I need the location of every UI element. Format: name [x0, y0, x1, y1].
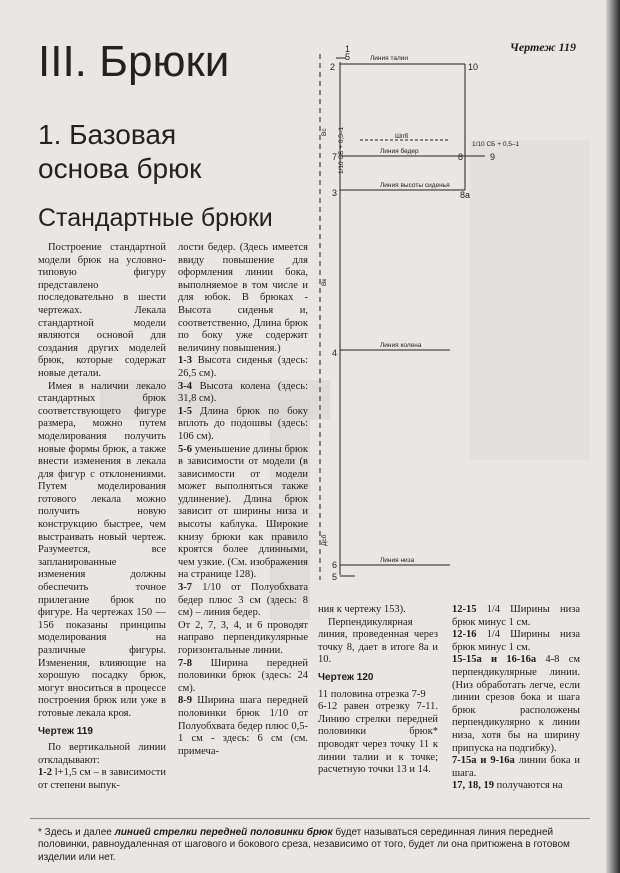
footnote-text: будет называться серединная линия передней половинки, равноудаленная от шагового и бокового среза, независимо от того, будет ли она притюжена в готовом изделии или нет.	[38, 827, 570, 863]
step-label: 12-15	[452, 604, 477, 615]
paragraph: По вертикальной линии откладывают:	[38, 742, 166, 766]
text-column-3	[318, 604, 438, 777]
point-label: 3	[332, 188, 338, 198]
step-text: уменьшение длины брюк в зависимости от модели (в зависимости от модели может выполняться также удлинение). Длина брюк зависит от ширины низа и высоты каблука. Широкие книзу брюки как правило кроятся более длинными, чем узкие. (См. изображения на странице 128).	[178, 443, 308, 581]
paragraph: ния к чертежу 153).	[318, 604, 406, 615]
knee-line-label: Линия колена	[380, 342, 422, 349]
point-labels	[330, 44, 495, 582]
trouser-draft-diagram	[300, 40, 540, 600]
step-text: Ширина шага передней половинки брюк 1/10 от Полуобхвата бедер плюс 0,5-1 см - здесь: 6 см (см. примеча-	[178, 695, 308, 757]
step-label: 7-15а и 9-16а	[452, 755, 515, 767]
step-label: 3-4	[178, 380, 192, 392]
paragraph: лости бедер. (Здесь имеется ввиду повышение для оформления линии бока, выполняемое в том числе и для юбок. В брюках - Высота сиденья и, соответственно, Длина брюк по боку уже содержит величину повышения.)	[178, 242, 308, 354]
seat-line-label: Линия высоты сиденья	[380, 182, 450, 189]
section-title: 1. Базовая основа брюк	[38, 119, 202, 184]
chapter-title: III. Брюки	[38, 37, 230, 86]
footnote-prefix: * Здесь и далее	[38, 827, 115, 838]
footnote-emphasis: линией стрелки передней половинки брюк	[114, 827, 333, 838]
step-label: 8-9	[178, 695, 192, 707]
paragraph: 6-12 равен отрезку 7-11. Линию стрелки передней половинки брюк* проводят через точку 11 к линии талии и к точке; расчетную точки 13 и 14.	[318, 701, 438, 776]
step-text: линии бока и шага.	[452, 755, 580, 779]
step-item	[178, 582, 308, 620]
point-label: 8а	[460, 190, 471, 200]
point-label: 7	[332, 152, 338, 162]
step-item	[178, 355, 308, 380]
step-text: 1/10 от Полуобхвата бедер плюс 3 см (здесь: 8 см) – линия бедер.	[178, 582, 308, 619]
step-item	[178, 406, 308, 444]
step-text: получаются на	[494, 780, 563, 792]
text-column-1	[38, 242, 166, 793]
text-column-2	[178, 242, 308, 758]
point-label: 6	[332, 560, 338, 570]
paragraph: Построение стандартной модели брюк на условно-типовую фигуру представлено последовательно в шести чертежах. Лекала стандартной модели являются основой для создания других моделей брюк, которые содержат новые детали.	[38, 242, 166, 379]
point-label: 5	[332, 572, 338, 582]
figure-heading: Чертеж 120	[318, 671, 374, 683]
paragraph	[38, 767, 166, 792]
waist-line-label: Линия талии	[370, 55, 409, 62]
point-label: 9	[490, 152, 496, 162]
point-label: 4	[332, 348, 338, 358]
step-text: Высота сиденья (здесь: 26,5 см).	[178, 355, 308, 379]
step-text: Высота колена (здесь: 31,8 см).	[178, 380, 308, 405]
length-measure-label: Дсб	[321, 534, 328, 546]
hip-formula-label: 1/10 СБ + 0,5–1	[472, 141, 520, 148]
step-item	[452, 755, 580, 780]
footnote	[38, 827, 578, 864]
step-text: Длина брюк по боку вплоть до подошвы (здесь: 106 см).	[178, 405, 308, 442]
paragraph: Перпендикулярная линия, проведенная через точку 8, дает в итоге 8а и 10.	[318, 616, 438, 666]
hip-line-label: Линия бедер	[380, 148, 419, 155]
step-label: 15-15а и 16-16а	[452, 654, 537, 666]
height-measure-label: Вк	[321, 278, 328, 286]
step-item	[452, 629, 580, 654]
point-label: 1	[345, 44, 351, 54]
step-item	[178, 695, 308, 758]
height-measure-label: Вс	[321, 128, 328, 136]
rear-formula-label: 1/10 СБ + 0,5–1	[338, 126, 345, 174]
step-item	[178, 444, 308, 583]
step-item: От 2, 7, 3, 4, и 6 проводят направо перпендикулярные горизонтальные линии.	[178, 619, 308, 656]
paragraph: 11 половина отрезка 7-9	[318, 688, 426, 700]
step-label: 7-8	[178, 657, 192, 669]
step-text: Ширина передней половинки брюк (здесь: 24 см).	[178, 657, 308, 694]
step-text: 4-8 см перпендикулярные линии. (Низ обработать легче, если линии срезов бока и шага брюк расположены перпендикулярно к линии низа, хотя бы на ширину припуска на подгибку).	[452, 654, 580, 754]
step-item	[178, 381, 308, 406]
point-label: 2	[330, 62, 336, 72]
subsection-title: Стандартные брюки	[38, 204, 273, 232]
point-label: 8	[458, 152, 464, 162]
step-label: 1-5	[178, 405, 192, 417]
figure-heading: Чертеж 119	[38, 725, 93, 737]
point-label: 5	[345, 52, 351, 62]
hem-line-label: Линия низа	[380, 557, 415, 564]
step-item	[452, 780, 580, 793]
figure-reference: Чертеж 119	[509, 40, 576, 54]
paragraph: Имея в наличии лекало стандартных брюк соответствующего фигуре размера, можно путем моделирования получить новые формы брюк, а также внести изменения в лекала для фигур с отклонениями. Путем моделирования готового лекала можно получить новую конструкцию быстрее, чем выстраивать новый чертеж. Разумеется, все запланированные изменения должны обеспечить точное прилегание брюк по фигуре. На чертежах 150 — 156 показаны принципы моделирования на различные фигуры. Изменения, влияющие на хорошую посадку брюк, могут вноситься в процессе построения брюк или уже в готовые лекала кроя.	[38, 380, 166, 719]
step-label: 3-7	[178, 582, 192, 594]
page-spine-shadow	[606, 0, 620, 873]
footnote-divider	[30, 818, 590, 819]
step-text: l+1,5 см – в зависимости от степени выпук-	[38, 767, 166, 791]
step-text: 1/4 Ширины низа брюк минус 1 см.	[452, 629, 580, 653]
text-column-4	[452, 604, 580, 793]
step-item	[452, 604, 580, 629]
step-item	[178, 658, 308, 696]
step-label: 17, 18, 19	[452, 780, 494, 792]
step-label: 12-16	[452, 629, 477, 641]
step-text: 1/4 Ширины низа брюк минус 1 см.	[452, 604, 580, 628]
step-item	[452, 654, 580, 755]
step-label: 5-6	[178, 443, 192, 455]
step-label: 1-3	[178, 355, 192, 367]
step-label: 1-2	[38, 767, 52, 779]
point-label: 10	[468, 62, 479, 72]
hip-width-label: Шпб	[395, 133, 409, 140]
